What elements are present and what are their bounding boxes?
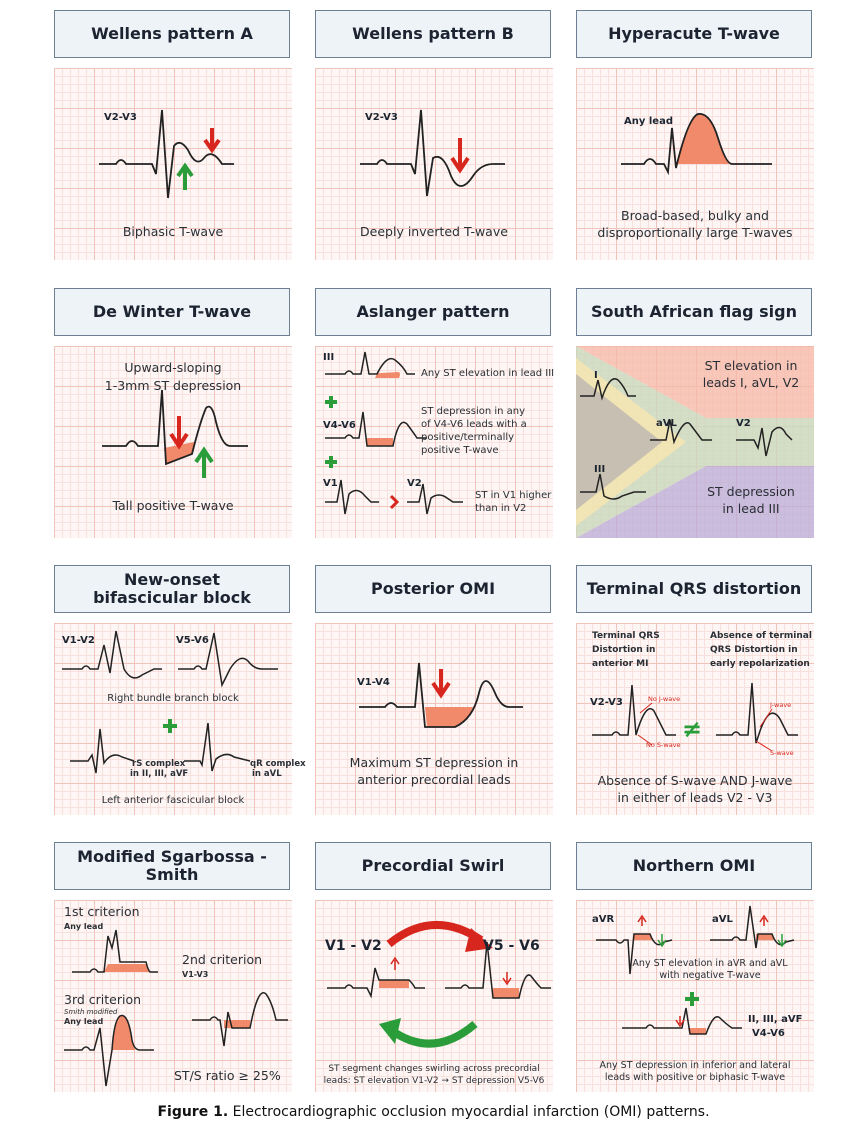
- panel-title: [54, 565, 290, 613]
- ecg-grid: [315, 346, 553, 538]
- ecg-grid: [54, 346, 292, 538]
- leads-line-2: V4-V6: [752, 1028, 785, 1039]
- lead-label-iii: III: [594, 464, 606, 475]
- lead-label-v1: V1: [323, 478, 338, 489]
- lead-label: Any lead: [624, 116, 673, 127]
- panel-title: Wellens pattern B: [315, 10, 551, 58]
- rs-complex-line-1: rS complex: [132, 759, 186, 769]
- caption: Biphasic T-wave: [122, 224, 224, 239]
- ecg-grid: [315, 623, 553, 815]
- lead-label-v2: V2: [736, 418, 751, 429]
- left-label-line-1: Terminal QRS: [592, 631, 660, 641]
- ecg-grid: [54, 900, 292, 1092]
- panel-title-line-2: bifascicular block: [93, 588, 251, 607]
- caption-line-2: disproportionally large T-waves: [597, 225, 793, 240]
- criterion-3-lead: Any lead: [64, 1017, 104, 1026]
- caption: Tall positive T-wave: [112, 498, 234, 513]
- caption: Deeply inverted T-wave: [360, 224, 508, 239]
- ratio-label: ST/S ratio ≥ 25%: [174, 1068, 281, 1083]
- top-note-line-2: 1-3mm ST depression: [104, 378, 242, 393]
- note-top-line-2: leads I, aVL, V2: [702, 375, 800, 390]
- note-iii: Any ST elevation in lead III: [421, 368, 555, 379]
- lead-label-i: I: [594, 370, 598, 381]
- caption-line-1: Maximum ST depression in: [349, 755, 519, 770]
- ecg-grid: [576, 68, 814, 260]
- lead-label-avl: aVL: [656, 418, 677, 429]
- panel-title: Modified Sgarbossa - Smith: [54, 842, 290, 890]
- red-arrow-down-icon: [452, 138, 468, 170]
- panel-title: Posterior OMI: [315, 565, 551, 613]
- ecg-tracing: [54, 623, 292, 815]
- panel-wellens-b: [315, 10, 553, 260]
- note-v4v6-line-3: positive/terminally: [421, 432, 515, 443]
- note-v1v2-line-1: ST in V1 higher: [475, 490, 552, 501]
- ecg-grid: [315, 900, 553, 1092]
- criterion-1-lead: Any lead: [64, 922, 104, 931]
- panel-title-line-1: New-onset: [123, 570, 221, 589]
- criterion-2-lead: V1-V3: [182, 970, 209, 979]
- lead-label-v2: V2: [407, 478, 422, 489]
- note-v4v6-line-2: of V4-V6 leads with a: [421, 419, 527, 430]
- left-label-line-2: Distortion in: [592, 645, 656, 655]
- panel-south-african-flag: [576, 288, 814, 538]
- panel-precordial-swirl: [315, 842, 553, 1092]
- rbbb-caption: Right bundle branch block: [107, 693, 239, 704]
- red-arrow-down-icon: [205, 128, 219, 150]
- red-arrow-down-icon: [433, 669, 449, 695]
- qr-complex-line-1: qR complex: [250, 759, 306, 769]
- lead-label-avr: aVR: [592, 914, 615, 925]
- criterion-3: 3rd criterion: [64, 992, 142, 1007]
- ecg-grid: [315, 68, 553, 260]
- caption-line-1: ST segment changes swirling across precordial: [328, 1064, 540, 1074]
- green-curved-arrow-icon: [391, 1024, 475, 1044]
- ecg-grid: [576, 623, 814, 815]
- red-curved-arrow-icon: [389, 925, 481, 944]
- jwave-label: J-wave: [770, 701, 792, 709]
- lead-label-iii: III: [323, 352, 335, 363]
- ecg-grid: [54, 68, 292, 260]
- criterion-1: 1st criterion: [64, 904, 140, 919]
- caption-line-1: Absence of S-wave AND J-wave: [597, 773, 793, 788]
- leads-line-1: II, III, aVF: [748, 1014, 803, 1025]
- ecg-grid: [576, 346, 814, 538]
- caption-line-1: Broad-based, bulky and: [621, 208, 769, 223]
- figure-caption: [0, 1104, 867, 1120]
- green-arrow-up-icon: [178, 166, 192, 190]
- panel-de-winter: [54, 288, 292, 538]
- swave-label: S-wave: [770, 749, 794, 757]
- top-note-line-1: Upward-sloping: [124, 360, 222, 375]
- right-label-line-3: early repolarization: [710, 659, 810, 669]
- note-bottom-line-2: in lead III: [722, 501, 780, 516]
- lead-label-v5v6: V5-V6: [176, 635, 209, 646]
- rs-complex-line-2: in II, III, aVF: [130, 769, 189, 779]
- panel-terminal-qrs: [576, 565, 814, 815]
- panel-title: South African flag sign: [576, 288, 812, 336]
- panel-title: Northern OMI: [576, 842, 812, 890]
- note-top-line-1: ST elevation in: [704, 358, 798, 373]
- panel-title: Hyperacute T-wave: [576, 10, 812, 58]
- no-jwave-label: No J-wave: [648, 695, 681, 703]
- lead-label: V2-V3: [104, 112, 137, 123]
- note-line-1: Any ST elevation in aVR and aVL: [632, 958, 788, 969]
- panel-title: Precordial Swirl: [315, 842, 551, 890]
- panel-posterior-omi: [315, 565, 553, 815]
- criterion-2: 2nd criterion: [182, 952, 263, 967]
- panel-aslanger: [315, 288, 553, 538]
- panel-bifascicular-block: [54, 565, 306, 815]
- panel-wellens-a: [54, 10, 292, 260]
- lead-label: V1-V4: [357, 677, 390, 688]
- right-label-line-1: Absence of terminal: [710, 631, 812, 641]
- note-v1v2-line-2: than in V2: [475, 503, 527, 514]
- lead-label-left: V1 - V2: [325, 938, 382, 954]
- red-arrow-down-icon: [171, 416, 187, 446]
- note-v4v6-line-4: positive T-wave: [421, 445, 499, 456]
- lead-label-avl: aVL: [712, 914, 733, 925]
- panel-modified-sgarbossa: [54, 842, 292, 1092]
- panel-title: Aslanger pattern: [315, 288, 551, 336]
- left-label-line-3: anterior MI: [592, 659, 649, 669]
- lead-label: V2-V3: [590, 697, 623, 708]
- lead-label-right: V5 - V6: [483, 938, 540, 954]
- right-label-line-2: QRS Distortion in: [710, 645, 798, 655]
- note-line-2: with negative T-wave: [659, 970, 761, 981]
- bottom-note-line-1: Any ST depression in inferior and lateral: [599, 1060, 791, 1071]
- green-arrow-up-icon: [196, 450, 212, 478]
- panel-hyperacute: [576, 10, 814, 260]
- bottom-note-line-2: leads with positive or biphasic T-wave: [604, 1072, 786, 1083]
- criterion-3-sub: Smith modified: [64, 1008, 118, 1016]
- lead-label-v1v2: V1-V2: [62, 635, 95, 646]
- caption-line-2: leads: ST elevation V1-V2 → ST depression V5-V6: [323, 1076, 545, 1086]
- not-equal-icon: ≠: [682, 715, 703, 743]
- figure-label: Figure 1.: [157, 1104, 229, 1120]
- figure-text: Electrocardiographic occlusion myocardial infarction (OMI) patterns.: [232, 1104, 710, 1120]
- panel-title: Terminal QRS distortion: [576, 565, 812, 613]
- lead-label: V2-V3: [365, 112, 398, 123]
- ecg-grid: [576, 900, 814, 1092]
- caption-line-2: anterior precordial leads: [357, 772, 511, 787]
- note-bottom-line-1: ST depression: [707, 484, 795, 499]
- note-v4v6-line-1: ST depression in any: [421, 406, 526, 417]
- panel-northern-omi: [576, 842, 814, 1092]
- lead-label-v4v6: V4-V6: [323, 420, 356, 431]
- ecg-grid: [54, 623, 306, 815]
- lafb-caption: Left anterior fascicular block: [101, 795, 245, 806]
- no-swave-label: No S-wave: [646, 741, 681, 749]
- panel-title: De Winter T-wave: [54, 288, 290, 336]
- caption-line-2: in either of leads V2 - V3: [617, 790, 773, 805]
- panel-title: Wellens pattern A: [54, 10, 290, 58]
- qr-complex-line-2: in aVL: [252, 769, 282, 779]
